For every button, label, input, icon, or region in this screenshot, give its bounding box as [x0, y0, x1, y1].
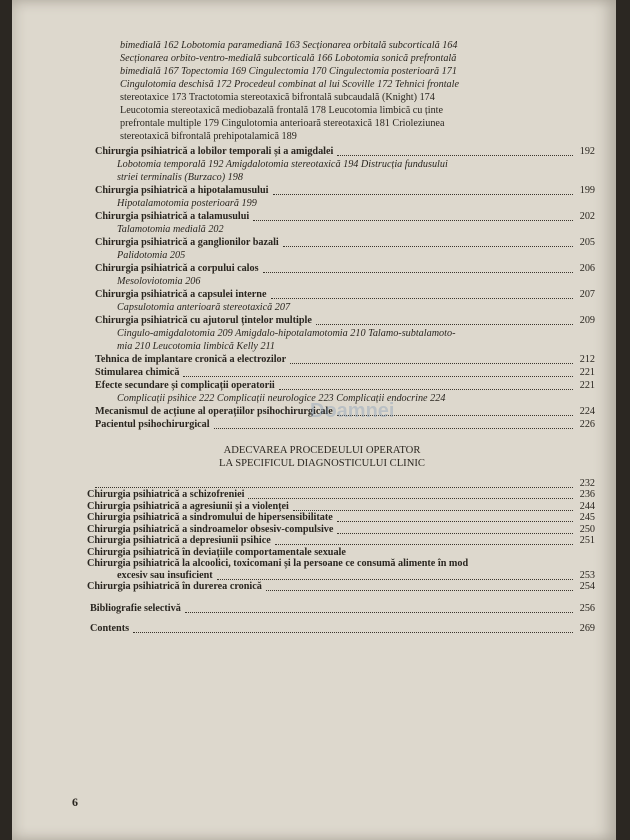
- toc-page-number: 202: [579, 211, 595, 222]
- toc-section-title: Stimularea chimică: [95, 367, 180, 378]
- toc-subentry: prefrontale multiple 179 Cingulotomia anterioară stereotaxică 181 Crioleziunea: [120, 118, 445, 129]
- toc-page-number: 221: [579, 367, 595, 378]
- toc-section-title: Chirurgia psihiatrică a corpului calos: [95, 263, 259, 274]
- page-number: 6: [72, 795, 78, 809]
- toc-subentry: striei terminalis (Burzaco) 198: [117, 172, 243, 183]
- toc-subentry: Cingulo-amigdalotomia 209 Amigdalo-hipotalamotomia 210 Talamo-subtalamoto-: [117, 328, 456, 339]
- leader-dots: [185, 611, 573, 613]
- leader-dots: [290, 362, 573, 364]
- toc-subentry: Talamotomia medială 202: [117, 224, 224, 235]
- leader-dots: [316, 323, 573, 325]
- leader-dots: [337, 154, 573, 156]
- leader-dots: [248, 497, 573, 499]
- toc-section-title: Chirurgia psihiatrică a talamusului: [95, 211, 250, 222]
- toc-section-title: Chirurgia psihiatrică a capsulei interne: [95, 289, 267, 300]
- toc-section-title: Mecanismul de acțiune al operațiilor psihochirurgicale: [95, 406, 333, 417]
- toc-section-title: Pacientul psihochirurgical: [95, 419, 210, 430]
- leader-dots: [337, 532, 573, 534]
- toc-subentry: Leucotomia stereotaxică mediobazală frontală 178 Leucotomia limbică cu ținte: [120, 105, 444, 116]
- part-heading: LA SPECIFICUL DIAGNOSTICULUI CLINIC: [219, 458, 425, 469]
- toc-chapter-entry: Chirurgia psihiatrică a schizofreniei: [87, 489, 245, 500]
- toc-subentry: Capsulotomia anterioară stereotaxică 207: [117, 302, 291, 313]
- leader-dots: [266, 589, 573, 591]
- leader-dots: [279, 388, 573, 390]
- leader-dots: [337, 520, 573, 522]
- toc-chapter-entry: Chirurgia psihiatrică la alcoolici, toxicomani și la persoane ce consumă alimente în mod: [87, 558, 469, 569]
- toc-page-number: 224: [579, 406, 595, 417]
- toc-subentry: Hipotalamotomia posterioară 199: [117, 198, 257, 209]
- leader-dots: [214, 427, 573, 429]
- leader-dots: [271, 297, 574, 299]
- toc-page-number: 269: [579, 622, 595, 634]
- toc-chapter-entry: Chirurgia psihiatrică în durerea cronică: [87, 581, 262, 592]
- toc-subentry: bimedială 167 Topectomia 169 Cingulectomia 170 Cingulectomia posterioară 171: [120, 66, 457, 77]
- toc-chapter-entry: Chirurgia psihiatrică a sindroamelor obsesiv-compulsive: [87, 523, 334, 535]
- toc-page-number: 221: [579, 380, 595, 391]
- leader-dots: [95, 486, 573, 488]
- leader-dots: [293, 509, 573, 511]
- toc-page-number: 232: [579, 478, 595, 489]
- toc-section-title: Efecte secundare și complicații operatorii: [95, 380, 275, 391]
- toc-page-number: 212: [579, 354, 595, 365]
- toc-subentry: stereotaxică bifrontală prehipotalamică 189: [120, 131, 297, 142]
- toc-page-number: 205: [579, 237, 595, 248]
- toc-page-number: 209: [579, 315, 595, 326]
- leader-dots: [283, 245, 573, 247]
- toc-chapter-entry: Chirurgia psihiatrică a depresiunii psihice: [87, 535, 271, 546]
- toc-section-title: Chirurgia psihiatrică a ganglionilor bazali: [95, 237, 279, 248]
- watermark: Doamnei: [310, 400, 395, 422]
- toc-end-entry: Contents: [90, 622, 130, 634]
- toc-section-title: Chirurgia psihiatrică a hipotalamusului: [95, 185, 269, 196]
- toc-subentry: Secționarea orbito-ventro-medială subcorticală 166 Lobotomia sonică prefrontală: [120, 53, 457, 64]
- part-heading: ADECVAREA PROCEDEULUI OPERATOR: [223, 445, 421, 456]
- leader-dots: [183, 375, 573, 377]
- toc-page-number: 236: [579, 489, 595, 500]
- toc-page-number: 244: [579, 500, 595, 512]
- toc-page-number: 253: [579, 569, 595, 581]
- leader-dots: [263, 271, 573, 273]
- toc-page-number: 226: [579, 419, 595, 430]
- toc-end-entry: Bibliografie selectivă: [90, 602, 181, 614]
- toc-subentry: Mesoloviotomia 206: [117, 276, 201, 287]
- toc-section-title: Tehnica de implantare cronică a electrozilor: [95, 354, 287, 365]
- toc-subentry: Complicații psihice 222 Complicații neurologice 223 Complicații endocrine 224: [117, 393, 446, 404]
- leader-dots: [273, 193, 573, 195]
- book-page: [12, 0, 616, 840]
- toc-chapter-entry: Chirurgia psihiatrică a sindromului de hipersensibilitate: [87, 512, 333, 523]
- toc-page-number: 192: [579, 146, 595, 157]
- toc-section-title: Chirurgia psihiatrică a lobilor temporali și a amigdalei: [95, 146, 334, 157]
- toc-subentry: Cingulotomia deschisă 172 Procedeul combinat al lui Scoville 172 Tehnici frontale: [120, 79, 459, 90]
- toc-page-number: 256: [579, 602, 595, 614]
- toc-subentry: bimedială 162 Lobotomia paramediană 163 Secționarea orbitală subcorticală 164: [120, 40, 458, 51]
- toc-page-number: 254: [579, 581, 595, 592]
- toc-chapter-entry: Chirurgia psihiatrică în deviațiile comportamentale sexuale: [87, 546, 346, 558]
- toc-chapter-entry: excesiv sau insuficient: [117, 569, 213, 581]
- toc-page-number: 207: [579, 289, 595, 300]
- leader-dots: [275, 543, 573, 545]
- leader-dots: [133, 631, 573, 633]
- toc-section-title: Chirurgia psihiatrică cu ajutorul țintelor multiple: [95, 315, 312, 326]
- toc-page-number: 251: [579, 535, 595, 546]
- toc-subentry: mia 210 Leucotomia limbică Kelly 211: [117, 341, 275, 352]
- toc-page-number: 199: [579, 185, 595, 196]
- toc-subentry: Palidotomia 205: [117, 250, 186, 261]
- toc-page-number: 245: [579, 512, 595, 523]
- toc-page-number: 250: [579, 523, 595, 535]
- leader-dots: [217, 578, 573, 580]
- toc-subentry: stereotaxice 173 Tractotomia stereotaxică bifrontală subcaudală (Knight) 174: [120, 92, 435, 103]
- leader-dots: [253, 219, 573, 221]
- toc-page-number: 206: [579, 263, 595, 274]
- toc-chapter-entry: Chirurgia psihiatrică a agresiunii și a violenței: [87, 500, 289, 512]
- toc-subentry: Lobotomia temporală 192 Amigdalotomia stereotaxică 194 Distrucția fundusului: [117, 159, 448, 170]
